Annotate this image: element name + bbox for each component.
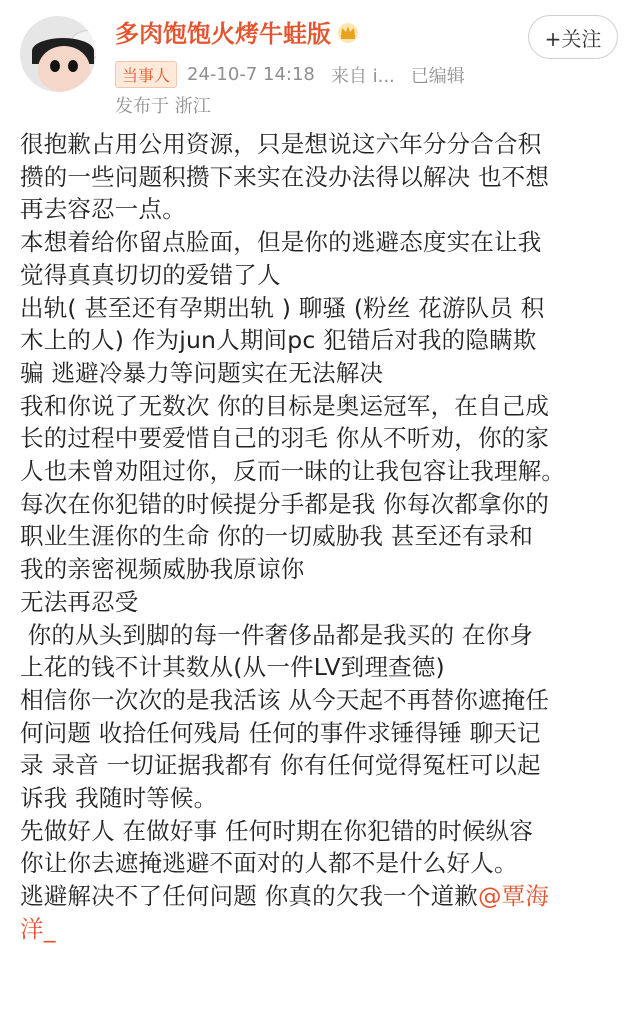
post-line: 我和你说了无数次 你的目标是奥运冠军，在自己成 xyxy=(20,391,550,420)
crown-icon xyxy=(337,21,359,43)
post-content xyxy=(20,128,625,946)
post-line: 出轨( 甚至还有孕期出轨 ) 聊骚 (粉丝 花游队员 积 xyxy=(20,293,545,322)
post-line: 你的从头到脚的每一件奢侈品都是我买的 在你身 xyxy=(20,620,534,649)
edited-label[interactable]: 已编辑 xyxy=(410,65,465,87)
post-line: 长的过程中要爱惜自己的羽毛 你从不听劝，你的家 xyxy=(20,424,550,453)
post-line: 骗 逃避冷暴力等问题实在无法解决 xyxy=(20,358,384,387)
location: 发布于 浙江 xyxy=(115,96,211,117)
avatar-face xyxy=(38,46,90,92)
source[interactable]: 来自 i... xyxy=(330,65,395,87)
post-line: 逃避解决不了任何问题 你真的欠我一个道歉 xyxy=(20,882,478,911)
timestamp: 24-10-7 14:18 xyxy=(187,64,315,85)
author-row xyxy=(115,14,359,49)
mention-link[interactable]: @覃海 xyxy=(477,882,550,911)
post-line: 相信你一次次的是我活该 从今天起不再替你遮掩任 xyxy=(20,685,550,714)
follow-label: +关注 xyxy=(544,26,602,51)
post-line: 先做好人 在做好事 任何时期在你犯错的时候纵容 xyxy=(20,816,534,845)
post-line: 觉得真真切切的爱错了人 xyxy=(20,260,281,289)
post-line: 我的亲密视频威胁我原谅你 xyxy=(20,555,305,584)
post-line: 职业生涯你的生命 你的一切威胁我 甚至还有录和 xyxy=(20,522,534,551)
post-line: 木上的人) 作为jun人期间pc 犯错后对我的隐瞒欺 xyxy=(20,326,537,355)
author-name[interactable]: 多肉饱饱火烤牛蛙版 xyxy=(115,20,331,48)
post-line: 本想着给你留点脸面，但是你的逃避态度实在让我 xyxy=(20,228,542,257)
post-line: 你让你去遮掩逃避不面对的人都不是什么好人。 xyxy=(20,849,518,878)
avatar-eye-left xyxy=(50,60,60,72)
mention-link-continued[interactable]: 洋_ xyxy=(20,914,56,943)
avatar[interactable] xyxy=(20,16,96,92)
post-line: 人也未曾劝阻过你，反而一昧的让我包容让我理解。 xyxy=(20,457,566,486)
post-line: 诉我 我随时等候。 xyxy=(20,784,218,813)
post-line: 上花的钱不计其数从(从一件LV到理查德) xyxy=(20,653,445,682)
status-badge: 当事人 xyxy=(115,61,177,88)
post-line: 再去容忍一点。 xyxy=(20,195,186,224)
follow-button[interactable] xyxy=(528,15,618,59)
meta-row xyxy=(115,61,465,88)
post-line: 无法再忍受 xyxy=(20,587,139,616)
post-header xyxy=(0,0,640,130)
post-line-mention-continued xyxy=(20,913,625,946)
post-line: 何问题 收拾任何残局 任何的事件求锤得锤 聊天记 xyxy=(20,718,541,747)
post-line: 很抱歉占用公用资源，只是想说这六年分分合合积 xyxy=(20,130,542,158)
post-line-with-mention xyxy=(20,880,625,913)
avatar-eye-right xyxy=(68,60,78,72)
post-line: 攒的一些问题积攒下来实在没办法得以解决 也不想 xyxy=(20,162,550,191)
post-line: 每次在你犯错的时候提分手都是我 你每次都拿你的 xyxy=(20,489,550,518)
post-line: 录 录音 一切证据我都有 你有任何觉得冤枉可以起 xyxy=(20,751,541,780)
